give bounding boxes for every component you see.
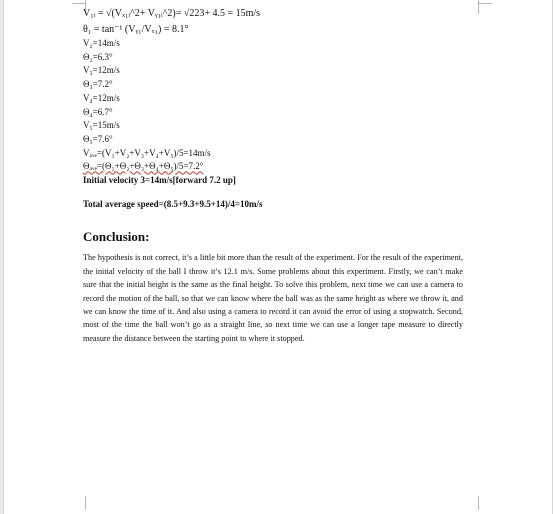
average-velocity-line: Vₐᵥₑ=(V₁+V₂+V₃+V₄+V₅)/5=14m/s: [83, 147, 211, 158]
total-speed-line: Total average speed=(8.5+9.3+9.5+14)/4=10m/s: [83, 198, 263, 209]
equation-line: V₁ᵢ = √(Vₓ₁ᵢ^2+ Vᵧ₁ᵢ^2)= √223+ 4.5 = 15m/s: [83, 8, 261, 19]
trial-angle: Θ₃=7.2°: [83, 79, 113, 90]
conclusion-paragraph: The hypothesis is not correct, it’s a little bit more than the result of the experiment. For the result of the experiment, the initial velocity of the ball I throw it’s 12.1 m/s. Some problems about this experiment. Firstly, we can’t make sure that the initial height is the same as the final height. To solve this problem, next time we can use a camera to record the motion of the ball, so that we can know where the ball was as the same height as where we throw it, and we can know the time of it. And also using a camera to record it can avoid the error of using a stopwatch. Second, most of the time the ball won’t go as a straight line, so next time we can use a longer tape measure to directly measure the distance between the starting point to where it stopped.: [83, 253, 463, 343]
trial-angle: Θ₂=6.3°: [83, 51, 113, 62]
page-corner-mark: [478, 3, 492, 4]
average-angle-text: Θₐᵥₑ=(Θ₁+Θ₂+Θ₃+Θ₄+Θ₅)/5=7.2°: [83, 161, 204, 172]
page-corner-mark: [478, 496, 479, 510]
initial-velocity-line: Initial velocity 3=14m/s[forward 7.2 up]: [83, 175, 236, 186]
trial-angle: Θ₄=6.7°: [83, 106, 113, 117]
page-corner-mark: [478, 0, 479, 14]
page-corner-mark: [72, 3, 86, 4]
average-angle-line: [83, 160, 468, 174]
conclusion-heading: Conclusion:: [83, 229, 150, 245]
page-corner-mark: [85, 496, 86, 510]
trial-velocity: V₂=14m/s: [83, 38, 120, 48]
trial-angle: Θ₅=7.6°: [83, 133, 113, 144]
trial-velocity: V₃=12m/s: [83, 65, 120, 76]
equation-line: θ₁ = tan⁻¹ (Vᵧ₁/Vₓ₁) = 8.1°: [83, 23, 189, 35]
trial-velocity: V₄=12m/s: [83, 92, 120, 103]
document-content[interactable]: [83, 6, 468, 345]
trial-velocity: V₅=15m/s: [83, 120, 120, 131]
